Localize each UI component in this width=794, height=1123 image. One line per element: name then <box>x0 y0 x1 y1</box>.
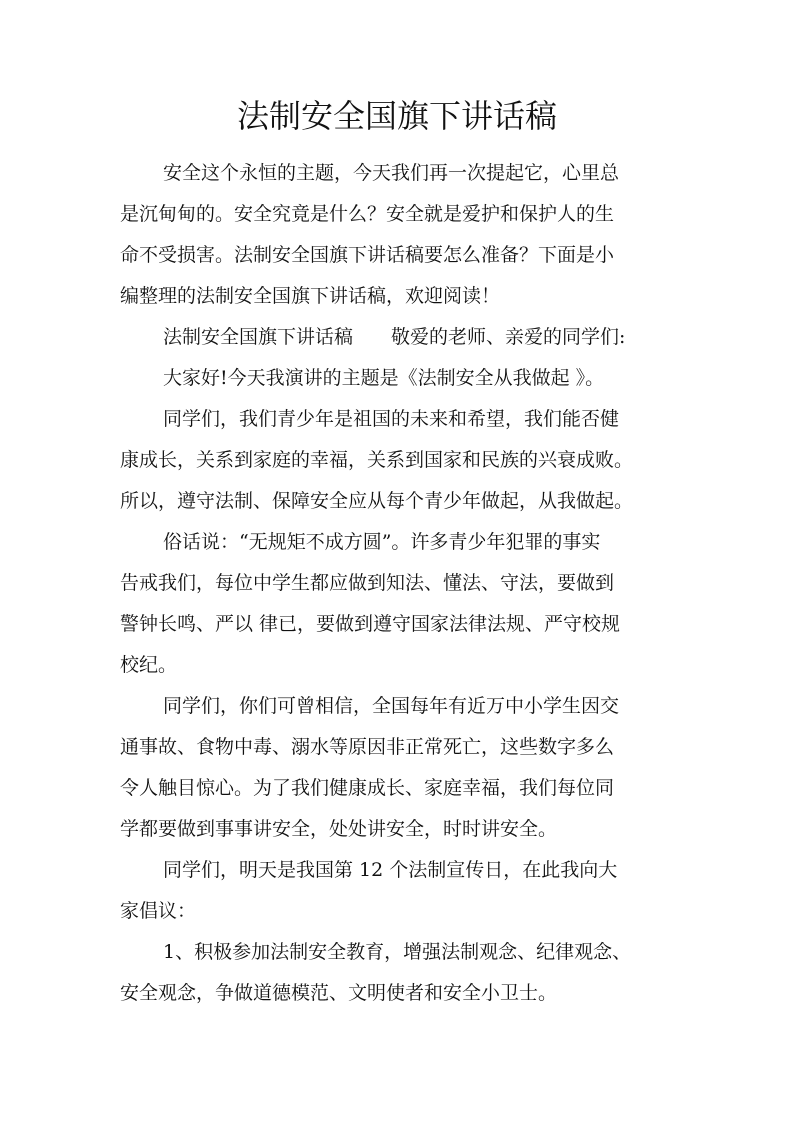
document-title: 法制安全国旗下讲话稿 <box>236 97 557 135</box>
paragraph-line: 是沉甸甸的。安全究竟是什么？安全就是爱护和保护人的生 <box>120 203 615 225</box>
paragraph-line: 告戒我们，每位中学生都应做到知法、懂法、守法，要做到 <box>120 572 615 594</box>
paragraph-line: 校纪。 <box>120 654 178 676</box>
paragraph-line: 学都要做到事事讲安全，处处讲安全，时时讲安全。 <box>120 818 558 840</box>
paragraph-line: 安全观念，争做道德模范、文明使者和安全小卫士。 <box>120 982 558 1004</box>
paragraph-line: 所以，遵守法制、保障安全应从每个青少年做起，从我做起。 <box>120 490 634 512</box>
paragraph-line: 1、积极参加法制安全教育，增强法制观念、纪律观念、 <box>163 941 632 963</box>
paragraph-line: 令人触目惊心。为了我们健康成长、家庭幸福，我们每位同 <box>120 777 615 799</box>
paragraph-line: 康成长，关系到家庭的幸福，关系到国家和民族的兴衰成败。 <box>120 449 634 471</box>
paragraph-line: 家倡议： <box>120 900 197 922</box>
paragraph-line: 编整理的法制安全国旗下讲话稿，欢迎阅读！ <box>120 285 501 307</box>
paragraph-line: 同学们，我们青少年是祖国的未来和希望，我们能否健 <box>163 408 620 430</box>
paragraph-line: 大家好!今天我演讲的主题是《法制安全从我做起 》。 <box>163 367 605 389</box>
paragraph-line: 通事故、食物中毒、溺水等原因非正常死亡，这些数字多么 <box>120 736 615 758</box>
paragraph-line: 同学们，明天是我国第 12 个法制宣传日，在此我向大 <box>163 859 618 881</box>
paragraph-line: 警钟长鸣、严以 律已，要做到遵守国家法律法规、严守校规 <box>120 613 621 635</box>
paragraph-line: 安全这个永恒的主题，今天我们再一次提起它，心里总 <box>163 162 620 184</box>
paragraph-line: 命不受损害。法制安全国旗下讲话稿要怎么准备？下面是小 <box>120 244 615 266</box>
paragraph-line: 同学们，你们可曾相信，全国每年有近万中小学生因交 <box>163 695 620 717</box>
paragraph-line: 法制安全国旗下讲话稿 敬爱的老师、亲爱的同学们: <box>163 326 626 348</box>
paragraph-line: 俗话说：“无规矩不成方圆”。许多青少年犯罪的事实 <box>163 531 601 553</box>
